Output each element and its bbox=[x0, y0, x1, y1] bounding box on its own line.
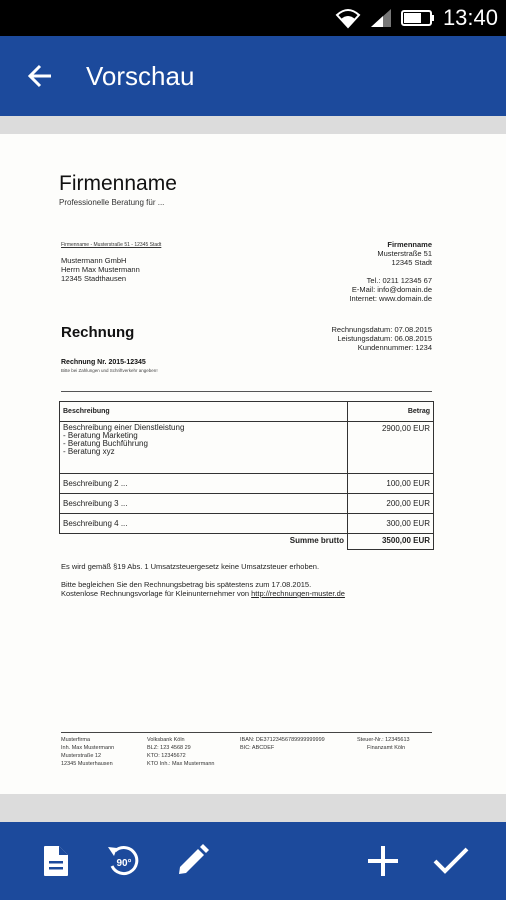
row-description bbox=[60, 422, 348, 474]
confirm-button[interactable] bbox=[416, 822, 486, 900]
service-date: Leistungsdatum: 06.08.2015 bbox=[337, 334, 432, 343]
sender-phone: Tel.: 0211 12345 67 bbox=[366, 276, 432, 285]
company-name: Firmenname bbox=[59, 172, 177, 195]
footer-line: IBAN: DE37123456789999999999 bbox=[240, 737, 325, 743]
table-row bbox=[60, 514, 434, 534]
footer-line: Volksbank Köln bbox=[147, 737, 185, 743]
footer-line: Musterfirma bbox=[61, 737, 91, 743]
add-button[interactable] bbox=[348, 822, 418, 900]
status-bar bbox=[0, 0, 506, 36]
status-icons bbox=[335, 0, 498, 36]
footer-divider bbox=[61, 732, 432, 733]
edit-pencil-icon bbox=[174, 843, 210, 879]
template-note bbox=[61, 589, 345, 598]
footer-iban bbox=[240, 736, 325, 752]
arrow-left-icon bbox=[27, 63, 53, 89]
document-button[interactable] bbox=[21, 822, 91, 900]
invoice-date: Rechnungsdatum: 07.08.2015 bbox=[331, 325, 432, 334]
sender-web: Internet: www.domain.de bbox=[349, 294, 432, 303]
edit-button[interactable] bbox=[157, 822, 227, 900]
table-sum-row bbox=[60, 534, 434, 550]
rotate-label: 90° bbox=[116, 858, 132, 869]
rotate-button[interactable] bbox=[89, 822, 159, 900]
footer-tax bbox=[357, 736, 410, 752]
invoice-number: Rechnung Nr. 2015-12345 bbox=[61, 359, 146, 366]
row-description: Beschreibung 2 ... bbox=[60, 474, 348, 494]
recipient-line: 12345 Stadthausen bbox=[61, 274, 127, 283]
table-row bbox=[60, 474, 434, 494]
footer-bank bbox=[147, 736, 214, 768]
recipient-address bbox=[61, 256, 140, 283]
sender-name: Firmenname bbox=[387, 240, 432, 249]
back-button[interactable] bbox=[0, 36, 80, 116]
footer-line: Musterstraße 12 bbox=[61, 753, 102, 759]
row-amount: 300,00 EUR bbox=[348, 514, 434, 534]
description-line: - Beratung Marketing bbox=[63, 431, 138, 440]
items-table bbox=[59, 401, 434, 550]
wifi-icon bbox=[335, 7, 361, 29]
footer-line: BIC: ABCDEF bbox=[240, 745, 275, 751]
customer-number: Kundennummer: 1234 bbox=[357, 343, 432, 352]
sum-label: Summe brutto bbox=[60, 534, 348, 550]
clock: 13:40 bbox=[442, 5, 498, 30]
footer-line: BLZ: 123 4568 29 bbox=[147, 745, 191, 751]
battery-icon bbox=[401, 8, 435, 28]
payment-note bbox=[61, 580, 345, 598]
app-bar bbox=[0, 36, 506, 116]
invoice-note: Bitte bei Zahlungen und Schriftverkehr angeben! bbox=[61, 368, 158, 373]
recipient-line: Mustermann GmbH bbox=[61, 256, 127, 265]
invoice-dates bbox=[332, 325, 433, 352]
tax-note: Es wird gemäß §19 Abs. 1 Umsatzsteuergesetz keine Umsatzsteuer erhoben. bbox=[61, 562, 320, 571]
document-icon bbox=[41, 844, 71, 878]
column-header-amount: Betrag bbox=[348, 402, 434, 422]
column-header-description: Beschreibung bbox=[60, 402, 348, 422]
row-amount: 2900,00 EUR bbox=[348, 422, 434, 474]
rotate-90-icon bbox=[105, 842, 143, 880]
footer-line: Inh. Max Mustermann bbox=[61, 745, 115, 751]
table-header-row bbox=[60, 402, 434, 422]
row-description: Beschreibung 4 ... bbox=[60, 514, 348, 534]
footer-line: 12345 Musterhausen bbox=[61, 761, 113, 767]
template-note-text: Kostenlose Rechnungsvorlage für Kleinunternehmer von bbox=[61, 589, 252, 598]
check-icon bbox=[433, 846, 469, 876]
divider bbox=[61, 391, 432, 392]
row-amount: 200,00 EUR bbox=[348, 494, 434, 514]
row-description: Beschreibung 3 ... bbox=[60, 494, 348, 514]
table-row bbox=[60, 422, 434, 474]
footer-line: Steuer-Nr.: 12345613 bbox=[357, 737, 410, 743]
row-amount: 100,00 EUR bbox=[348, 474, 434, 494]
footer-line: KTO: 12345672 bbox=[147, 753, 186, 759]
sender-email: E-Mail: info@domain.de bbox=[351, 285, 432, 294]
template-link: http://rechnungen-muster.de bbox=[251, 589, 345, 598]
footer-line: KTO Inh.: Max Mustermann bbox=[147, 761, 215, 767]
bottom-toolbar bbox=[0, 822, 506, 900]
description-line: Beschreibung einer Dienstleistung bbox=[63, 423, 185, 432]
description-line: - Beratung xyz bbox=[63, 447, 115, 456]
sender-street: Musterstraße 51 bbox=[377, 249, 432, 258]
sum-amount: 3500,00 EUR bbox=[348, 534, 434, 550]
invoice-document[interactable] bbox=[0, 134, 506, 794]
add-icon bbox=[366, 844, 400, 878]
footer-company bbox=[61, 736, 114, 768]
invoice-title: Rechnung bbox=[61, 324, 135, 341]
page-title: Vorschau bbox=[86, 60, 195, 91]
signal-icon bbox=[369, 7, 393, 29]
table-row bbox=[60, 494, 434, 514]
company-subtitle: Professionelle Beratung für ... bbox=[59, 198, 165, 207]
sender-block bbox=[349, 240, 432, 303]
preview-area bbox=[0, 116, 506, 822]
payment-deadline: Bitte begleichen Sie den Rechnungsbetrag bis spätestens zum 17.08.2015. bbox=[61, 580, 312, 589]
sender-city: 12345 Stadt bbox=[391, 258, 432, 267]
sender-line: Firmenname - Musterstraße 51 - 12345 Stadt bbox=[61, 242, 162, 248]
recipient-line: Herrn Max Mustermann bbox=[61, 265, 140, 274]
footer-line: Finanzamt Köln bbox=[367, 745, 406, 751]
description-line: - Beratung Buchführung bbox=[63, 439, 148, 448]
